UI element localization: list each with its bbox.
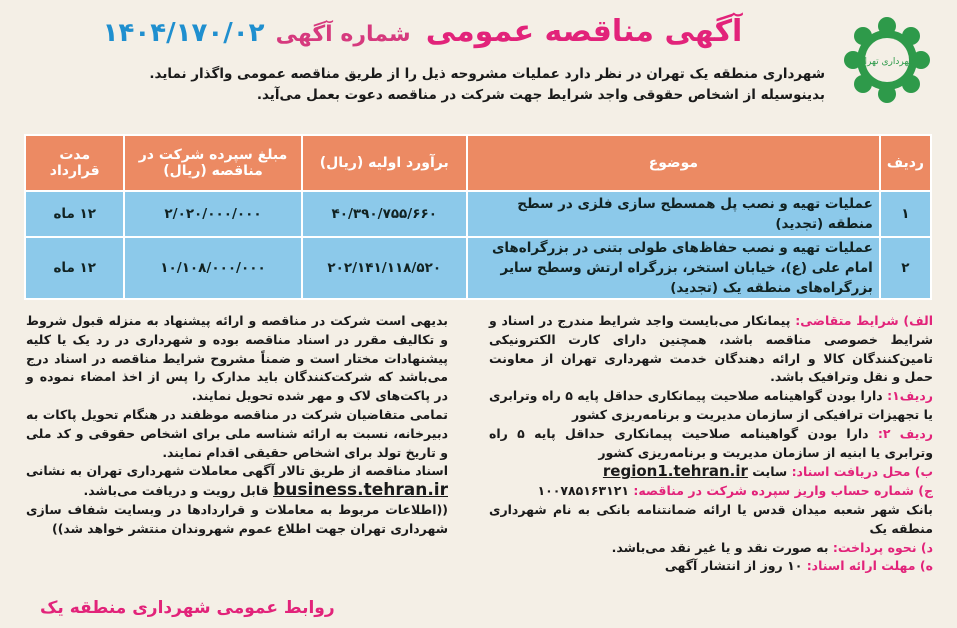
conditions-d-label: د) نحوه پرداخت: xyxy=(832,539,933,555)
conditions-e-label: ه) مهلت ارائه اسناد: xyxy=(806,558,933,574)
tender-table xyxy=(24,134,932,300)
row-deposit: ۱۰/۱۰۸/۰۰۰/۰۰۰ xyxy=(124,237,301,299)
organization-name: شهرداری منطقه یک تهران xyxy=(646,66,825,82)
conditions-c-label: ج) شماره حساب واریز سپرده شرکت در مناقصه: xyxy=(633,483,933,499)
intro-line2: بدینوسیله از اشخاص حقوقی واجد شرایط جهت شرکت در مناقصه دعوت بعمل می‌آید. xyxy=(256,87,825,103)
conditions-e-text: ۱۰ روز از انتشار آگهی xyxy=(664,558,803,574)
row-number: ۱ xyxy=(880,191,931,237)
conditions-r2-label: ردیف ۲: xyxy=(877,425,933,441)
row-duration: ۱۲ ماه xyxy=(25,237,124,299)
conditions-d-text: به صورت نقد و یا غیر نقد می‌باشد. xyxy=(611,539,829,555)
notes-p1: بدیهی است شرکت در مناقصه و ارائه پیشنهاد به منزله قبول شروط و تکالیف مقرر در اسناد مناقصه بوده و شهرداری در رد یک یا کلیه پیشنهادات مختار است و ضمناً مشروح شرایط مناقصه در اسناد درج می‌باشد که شرکت‌کنندگان باید مدارک را پس از اخذ امضاء نموده و در پاکت‌های لاک و مهر شده تحویل نمایند. xyxy=(26,313,448,404)
conditions-r1-text: دارا بودن گواهینامه صلاحیت پیمانکاری حداقل پایه ۵ راه وترابری یا تجهیزات ترافیکی از سازمان مدیریت و برنامه‌ریزی کشور xyxy=(489,388,933,422)
notes-p3-end: قابل رویت و دریافت می‌باشد. xyxy=(83,483,269,499)
row-subject: عملیات تهیه و نصب حفاظ‌های طولی بتنی در بزرگراه‌های امام علی (ع)، خیابان استخر، بزرگراه ارتش وسطح سایر بزرگراه‌های منطقه یک (تجدید) xyxy=(467,237,880,299)
notes-p4: ((اطلاعات مربوط به معاملات و قراردادها در وبسایت شفاف سازی شهرداری تهران جهت اطلاع عموم شهروندان منتشر خواهد شد)) xyxy=(26,501,448,536)
notice-header xyxy=(20,14,825,56)
header-duration: مدت قرارداد xyxy=(25,135,124,191)
conditions-a-text: پیمانکار می‌بایست واجد شرایط مندرج در اسناد و شرایط خصوصی مناقصه باشد، همچنین دارای کارت الکترونیکی تامین‌کنندگان کالا و ارائه دهندگان خدمت شهرداری تهران از معاونت حمل و نقل وترافیک باشد. xyxy=(489,313,933,385)
header-subject: موضوع xyxy=(467,135,880,191)
intro-line1: در نظر دارد عملیات مشروحه ذیل را از طریق مناقصه عمومی واگذار نماید. xyxy=(149,66,642,82)
table-row xyxy=(25,191,931,237)
notes-p2: تمامی متقاضیان شرکت در مناقصه موظفند در هنگام تحویل پاکات به دبیرخانه، نسبت به ارائه شناسه ملی برای اشخاص حقوقی و کد ملی و تاریخ تولد برای اشخاص حقیقی اقدام نمایند. xyxy=(26,406,448,460)
row-estimate: ۲۰۲/۱۴۱/۱۱۸/۵۲۰ xyxy=(302,237,467,299)
conditions-b-text: سایت xyxy=(752,464,788,480)
public-relations-signature: روابط عمومی شهرداری منطقه یک xyxy=(40,598,335,618)
row-duration: ۱۲ ماه xyxy=(25,191,124,237)
notes-column xyxy=(26,312,448,539)
conditions-r2-text: دارا بودن گواهینامه صلاحیت پیمانکاری حداقل پایه ۵ راه وترابری یا ابنیه از سازمان مدیریت و برنامه‌ریزی کشور xyxy=(489,425,933,460)
account-number: ۱۰۰۷۸۵۱۶۳۱۲۱ xyxy=(537,483,630,499)
row-number: ۲ xyxy=(880,237,931,299)
row-estimate: ۴۰/۳۹۰/۷۵۵/۶۶۰ xyxy=(302,191,467,237)
business-site-link[interactable]: business.tehran.ir xyxy=(273,480,448,501)
svg-text:شهرداری تهران: شهرداری تهران xyxy=(857,57,917,67)
notice-number: ۱۴۰۴/۱۷۰/۰۲ xyxy=(102,18,265,48)
conditions-a-label: الف) شرایط متقاضی: xyxy=(795,313,933,328)
tehran-municipality-logo-icon xyxy=(839,12,935,108)
intro-text xyxy=(20,64,825,106)
conditions-c-text: بانک شهر شعبه میدان قدس یا ارائه ضمانتنامه بانکی به نام شهرداری منطقه یک xyxy=(489,501,933,536)
table-row xyxy=(25,237,931,299)
notice-title: آگهی مناقصه عمومی xyxy=(425,14,743,49)
header-row-number: ردیف xyxy=(880,135,931,191)
conditions-column xyxy=(489,312,933,576)
row-subject: عملیات تهیه و نصب پل همسطح سازی فلزی در سطح منطقه (تجدید) xyxy=(467,191,880,237)
header-estimate: برآورد اولیه (ریال) xyxy=(302,135,467,191)
row-deposit: ۲/۰۲۰/۰۰۰/۰۰۰ xyxy=(124,191,301,237)
conditions-b-label: ب) محل دریافت اسناد: xyxy=(791,464,933,480)
documents-site-link[interactable]: region1.tehran.ir xyxy=(602,462,748,481)
notes-p3: اسناد مناقصه از طریق تالار آگهی معاملات شهرداری تهران به نشانی xyxy=(26,463,448,479)
header-deposit: مبلغ سپرده شرکت در مناقصه (ریال) xyxy=(124,135,301,191)
notice-number-label: شماره آگهی xyxy=(275,22,411,47)
conditions-r1-label: ردیف۱: xyxy=(887,388,933,404)
